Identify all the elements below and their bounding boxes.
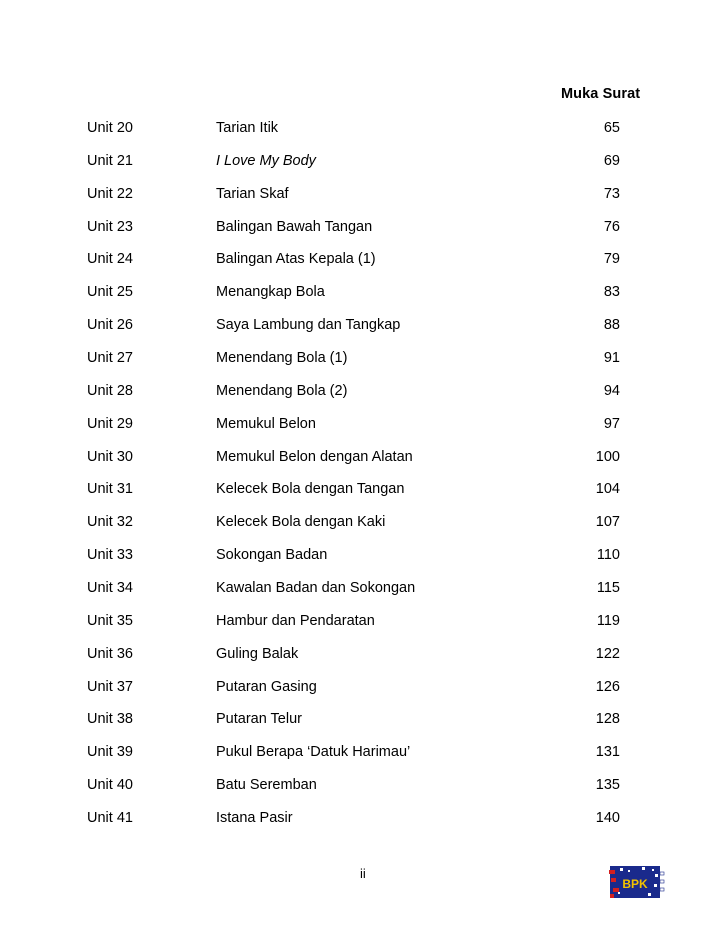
toc-entry xyxy=(0,348,728,381)
toc-unit-label: Unit 28 xyxy=(87,382,133,399)
toc-page-number: 88 xyxy=(603,317,620,334)
toc-unit-title: I Love My Body xyxy=(216,152,316,169)
toc-unit-title: Kelecek Bola dengan Kaki xyxy=(216,514,386,531)
toc-page-number: 126 xyxy=(595,678,620,695)
toc-entry xyxy=(0,808,728,841)
toc-unit-label: Unit 26 xyxy=(87,317,133,334)
toc-unit-title: Kelecek Bola dengan Tangan xyxy=(216,481,405,498)
toc-unit-label: Unit 32 xyxy=(87,514,133,531)
toc-unit-label: Unit 36 xyxy=(87,645,133,662)
table-of-contents xyxy=(0,118,728,841)
bpk-logo xyxy=(608,864,666,900)
toc-page-number: 69 xyxy=(603,152,620,169)
toc-page-number: 97 xyxy=(603,415,620,432)
toc-unit-label: Unit 29 xyxy=(87,415,133,432)
toc-page-number: 135 xyxy=(595,777,620,794)
toc-unit-label: Unit 23 xyxy=(87,218,133,235)
toc-unit-label: Unit 39 xyxy=(87,744,133,761)
toc-page-number: 73 xyxy=(603,185,620,202)
toc-page-number: 83 xyxy=(603,284,620,301)
toc-unit-title: Sokongan Badan xyxy=(216,547,328,564)
toc-unit-title: Menendang Bola (1) xyxy=(216,350,348,367)
toc-unit-label: Unit 33 xyxy=(87,547,133,564)
toc-unit-label: Unit 37 xyxy=(87,678,133,695)
toc-entry xyxy=(0,611,728,644)
toc-entry xyxy=(0,381,728,414)
toc-entry xyxy=(0,151,728,184)
toc-unit-title: Hambur dan Pendaratan xyxy=(216,612,375,629)
toc-unit-title: Putaran Telur xyxy=(216,711,302,728)
toc-entry xyxy=(0,545,728,578)
toc-page-number: 115 xyxy=(596,580,620,597)
toc-page-number: 131 xyxy=(595,744,620,761)
toc-unit-title: Menangkap Bola xyxy=(216,284,325,301)
toc-entry xyxy=(0,644,728,677)
toc-unit-label: Unit 21 xyxy=(87,152,133,169)
toc-page-number: 79 xyxy=(603,251,620,268)
toc-unit-title: Guling Balak xyxy=(216,645,299,662)
toc-unit-title: Pukul Berapa ‘Datuk Harimau’ xyxy=(216,744,411,761)
toc-page-number: 128 xyxy=(595,711,620,728)
toc-unit-label: Unit 27 xyxy=(87,350,133,367)
toc-page-number: 76 xyxy=(603,218,620,235)
toc-unit-label: Unit 31 xyxy=(87,481,133,498)
toc-entry xyxy=(0,742,728,775)
toc-unit-title: Menendang Bola (2) xyxy=(216,382,348,399)
toc-page-number: 94 xyxy=(603,382,620,399)
toc-unit-label: Unit 25 xyxy=(87,284,133,301)
toc-entry xyxy=(0,217,728,250)
toc-entry xyxy=(0,315,728,348)
toc-unit-title: Istana Pasir xyxy=(216,810,293,827)
toc-unit-title: Balingan Atas Kepala (1) xyxy=(216,251,376,268)
page-column-header: Muka Surat xyxy=(561,86,641,102)
toc-unit-label: Unit 20 xyxy=(87,120,133,136)
bpk-logo-text: BPK xyxy=(622,877,648,891)
toc-unit-label: Unit 30 xyxy=(87,448,133,465)
toc-page-number: 107 xyxy=(595,514,620,531)
toc-unit-title: Memukul Belon xyxy=(216,415,316,432)
toc-unit-label: Unit 40 xyxy=(87,777,133,794)
toc-page-number: 91 xyxy=(603,350,620,367)
toc-entry xyxy=(0,775,728,808)
toc-unit-label: Unit 38 xyxy=(87,711,133,728)
toc-unit-title: Tarian Skaf xyxy=(216,185,289,202)
toc-entry xyxy=(0,118,728,151)
page-number: ii xyxy=(360,866,366,881)
toc-page-number: 110 xyxy=(596,547,620,564)
toc-page-number: 119 xyxy=(596,612,620,629)
toc-unit-title: Kawalan Badan dan Sokongan xyxy=(216,580,416,597)
toc-entry xyxy=(0,512,728,545)
toc-unit-title: Tarian Itik xyxy=(216,120,279,136)
toc-entry xyxy=(0,184,728,217)
toc-unit-label: Unit 22 xyxy=(87,185,133,202)
toc-page-number: 140 xyxy=(595,810,620,827)
toc-unit-label: Unit 24 xyxy=(87,251,133,268)
toc-page-number: 100 xyxy=(595,448,620,465)
toc-entry xyxy=(0,479,728,512)
toc-entry xyxy=(0,414,728,447)
toc-unit-label: Unit 34 xyxy=(87,580,133,597)
toc-unit-title: Memukul Belon dengan Alatan xyxy=(216,448,413,465)
toc-entry xyxy=(0,282,728,315)
toc-entry xyxy=(0,709,728,742)
toc-unit-title: Balingan Bawah Tangan xyxy=(216,218,373,235)
toc-entry xyxy=(0,578,728,611)
toc-entry xyxy=(0,249,728,282)
toc-unit-label: Unit 35 xyxy=(87,612,133,629)
toc-unit-label: Unit 41 xyxy=(87,810,133,827)
toc-unit-title: Batu Seremban xyxy=(216,777,317,794)
toc-unit-title: Saya Lambung dan Tangkap xyxy=(216,317,401,334)
toc-entry xyxy=(0,677,728,710)
toc-entry xyxy=(0,447,728,480)
toc-unit-title: Putaran Gasing xyxy=(216,678,317,695)
toc-page-number: 65 xyxy=(603,120,620,136)
toc-page-number: 104 xyxy=(595,481,620,498)
toc-page-number: 122 xyxy=(595,645,620,662)
